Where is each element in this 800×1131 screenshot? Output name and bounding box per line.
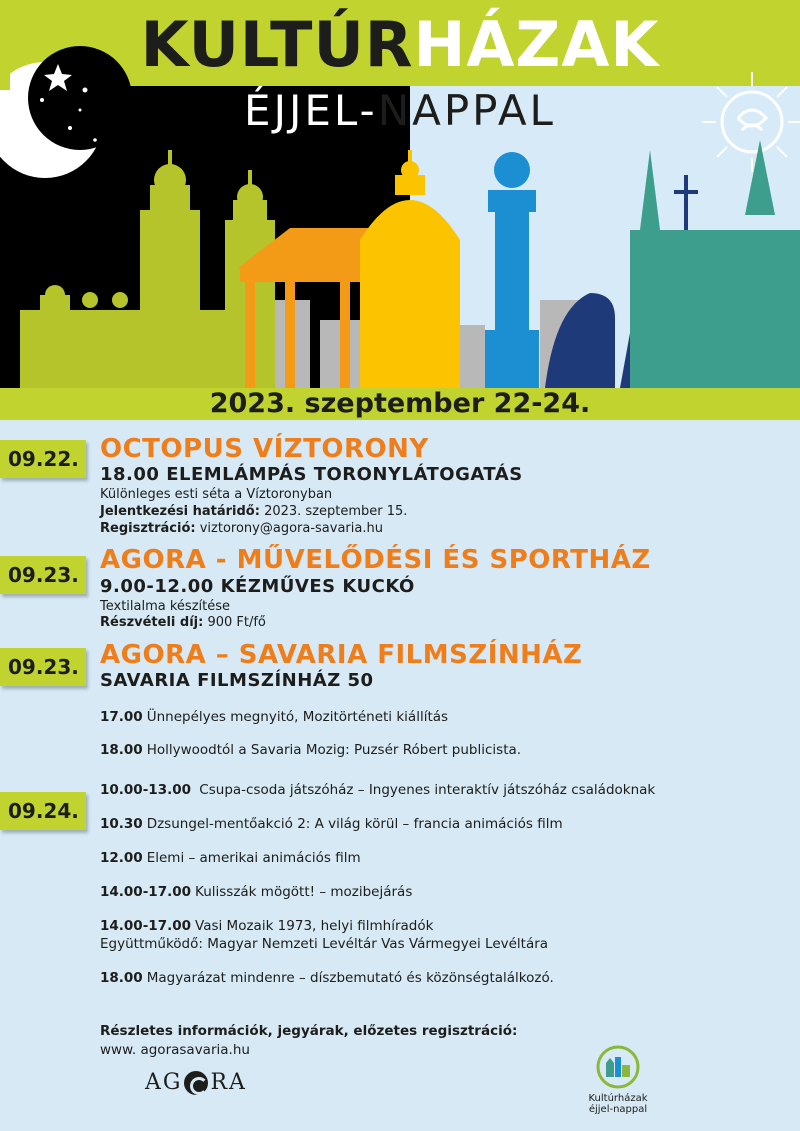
event-registration (100, 520, 383, 537)
kulturhazak-caption-2: éjjel-nappal (588, 1104, 648, 1115)
program-text: Hollywoodtól a Savaria Mozig: Puzsér Róbert publicista. (146, 742, 522, 758)
program-item (100, 883, 412, 901)
program-text: Magyarázat mindenre – díszbemutató és közönségtalálkozó. (146, 970, 554, 986)
program-item (100, 741, 521, 759)
program-text: Vasi Mozaik 1973, helyi filmhíradók (195, 918, 434, 934)
agora-logo-text-a: AG (145, 1070, 183, 1095)
program-item (100, 708, 448, 726)
program-item (100, 849, 361, 867)
program-item (100, 781, 655, 799)
event-title: 18.00 ELEMLÁMPÁS TORONYLÁTOGATÁS (100, 464, 523, 485)
program-text: Ünnepélyes megnyitó, Mozitörténeti kiállítás (146, 709, 449, 725)
venue-title: AGORA – SAVARIA FILMSZÍNHÁZ (100, 640, 583, 670)
program-time: 10.00-13.00 (100, 782, 192, 798)
date-tag: 09.23. (0, 556, 86, 594)
date-tag: 09.24. (0, 792, 86, 830)
event-description: Különleges esti séta a Víztoronyban (100, 487, 333, 502)
subtitle-dark-part: NAPPAL (377, 86, 556, 135)
date-tag: 09.23. (0, 648, 86, 686)
agora-o-icon (184, 1071, 208, 1095)
deadline-label: Jelentkezési határidő: (100, 504, 260, 519)
kulturhazak-caption-1: Kultúrházak (588, 1093, 648, 1104)
registration-email[interactable]: viztorony@agora-savaria.hu (199, 521, 383, 536)
subtitle-white-part: ÉJJEL- (244, 86, 378, 135)
info-heading: Részletes információk, jegyárak, előzetes regisztráció: (100, 1023, 518, 1039)
registration-label: Regisztráció: (100, 521, 196, 536)
kulturhazak-logo (578, 1045, 658, 1115)
program-time: 18.00 (100, 742, 143, 758)
website-link[interactable]: www. agorasavaria.hu (100, 1042, 250, 1058)
date-tag: 09.22. (0, 440, 86, 478)
program-item (100, 917, 433, 935)
program-text: Csupa-csoda játszóház – Ingyenes interaktív játszóház családoknak (195, 782, 656, 798)
header-banner (0, 0, 800, 420)
event-title: 9.00-12.00 KÉZMŰVES KUCKÓ (100, 576, 415, 597)
event-deadline (100, 503, 407, 520)
program-item (100, 969, 554, 987)
program-time: 18.00 (100, 970, 143, 986)
title-light-part: HÁZAK (413, 8, 660, 81)
agora-logo (145, 1070, 247, 1095)
event-description: Textilalma készítése (100, 599, 230, 614)
fee-label: Részvételi díj: (100, 615, 204, 630)
event-fee (100, 614, 266, 631)
program-text: Elemi – amerikai animációs film (146, 850, 361, 866)
program-time: 14.00-17.00 (100, 884, 192, 900)
venue-title: AGORA - MŰVELŐDÉSI ÉS SPORTHÁZ (100, 545, 651, 575)
venue-title: OCTOPUS VÍZTORONY (100, 434, 429, 464)
title-dark-part: KULTÚR (140, 8, 414, 81)
program-time: 14.00-17.00 (100, 918, 192, 934)
program-item (100, 815, 563, 833)
program-time: 10.30 (100, 816, 143, 832)
program-text: Kulisszák mögött! – mozibejárás (195, 884, 413, 900)
deadline-value: 2023. szeptember 15. (264, 504, 408, 519)
event-dates: 2023. szeptember 22-24. (0, 388, 800, 420)
program-time: 17.00 (100, 709, 143, 725)
fee-value: 900 Ft/fő (207, 615, 266, 630)
kulturhazak-emblem-icon (596, 1045, 640, 1089)
program-text: Dzsungel-mentőakció 2: A világ körül – francia animációs film (146, 816, 563, 832)
poster-subtitle (0, 86, 800, 136)
poster-title (0, 8, 800, 81)
program-partner: Együttműködő: Magyar Nemzeti Levéltár Vas Vármegyei Levéltára (100, 936, 549, 952)
agora-logo-text-b: RA (210, 1070, 247, 1095)
footer-info (100, 1022, 517, 1060)
event-title: SAVARIA FILMSZÍNHÁZ 50 (100, 670, 374, 691)
program-time: 12.00 (100, 850, 143, 866)
